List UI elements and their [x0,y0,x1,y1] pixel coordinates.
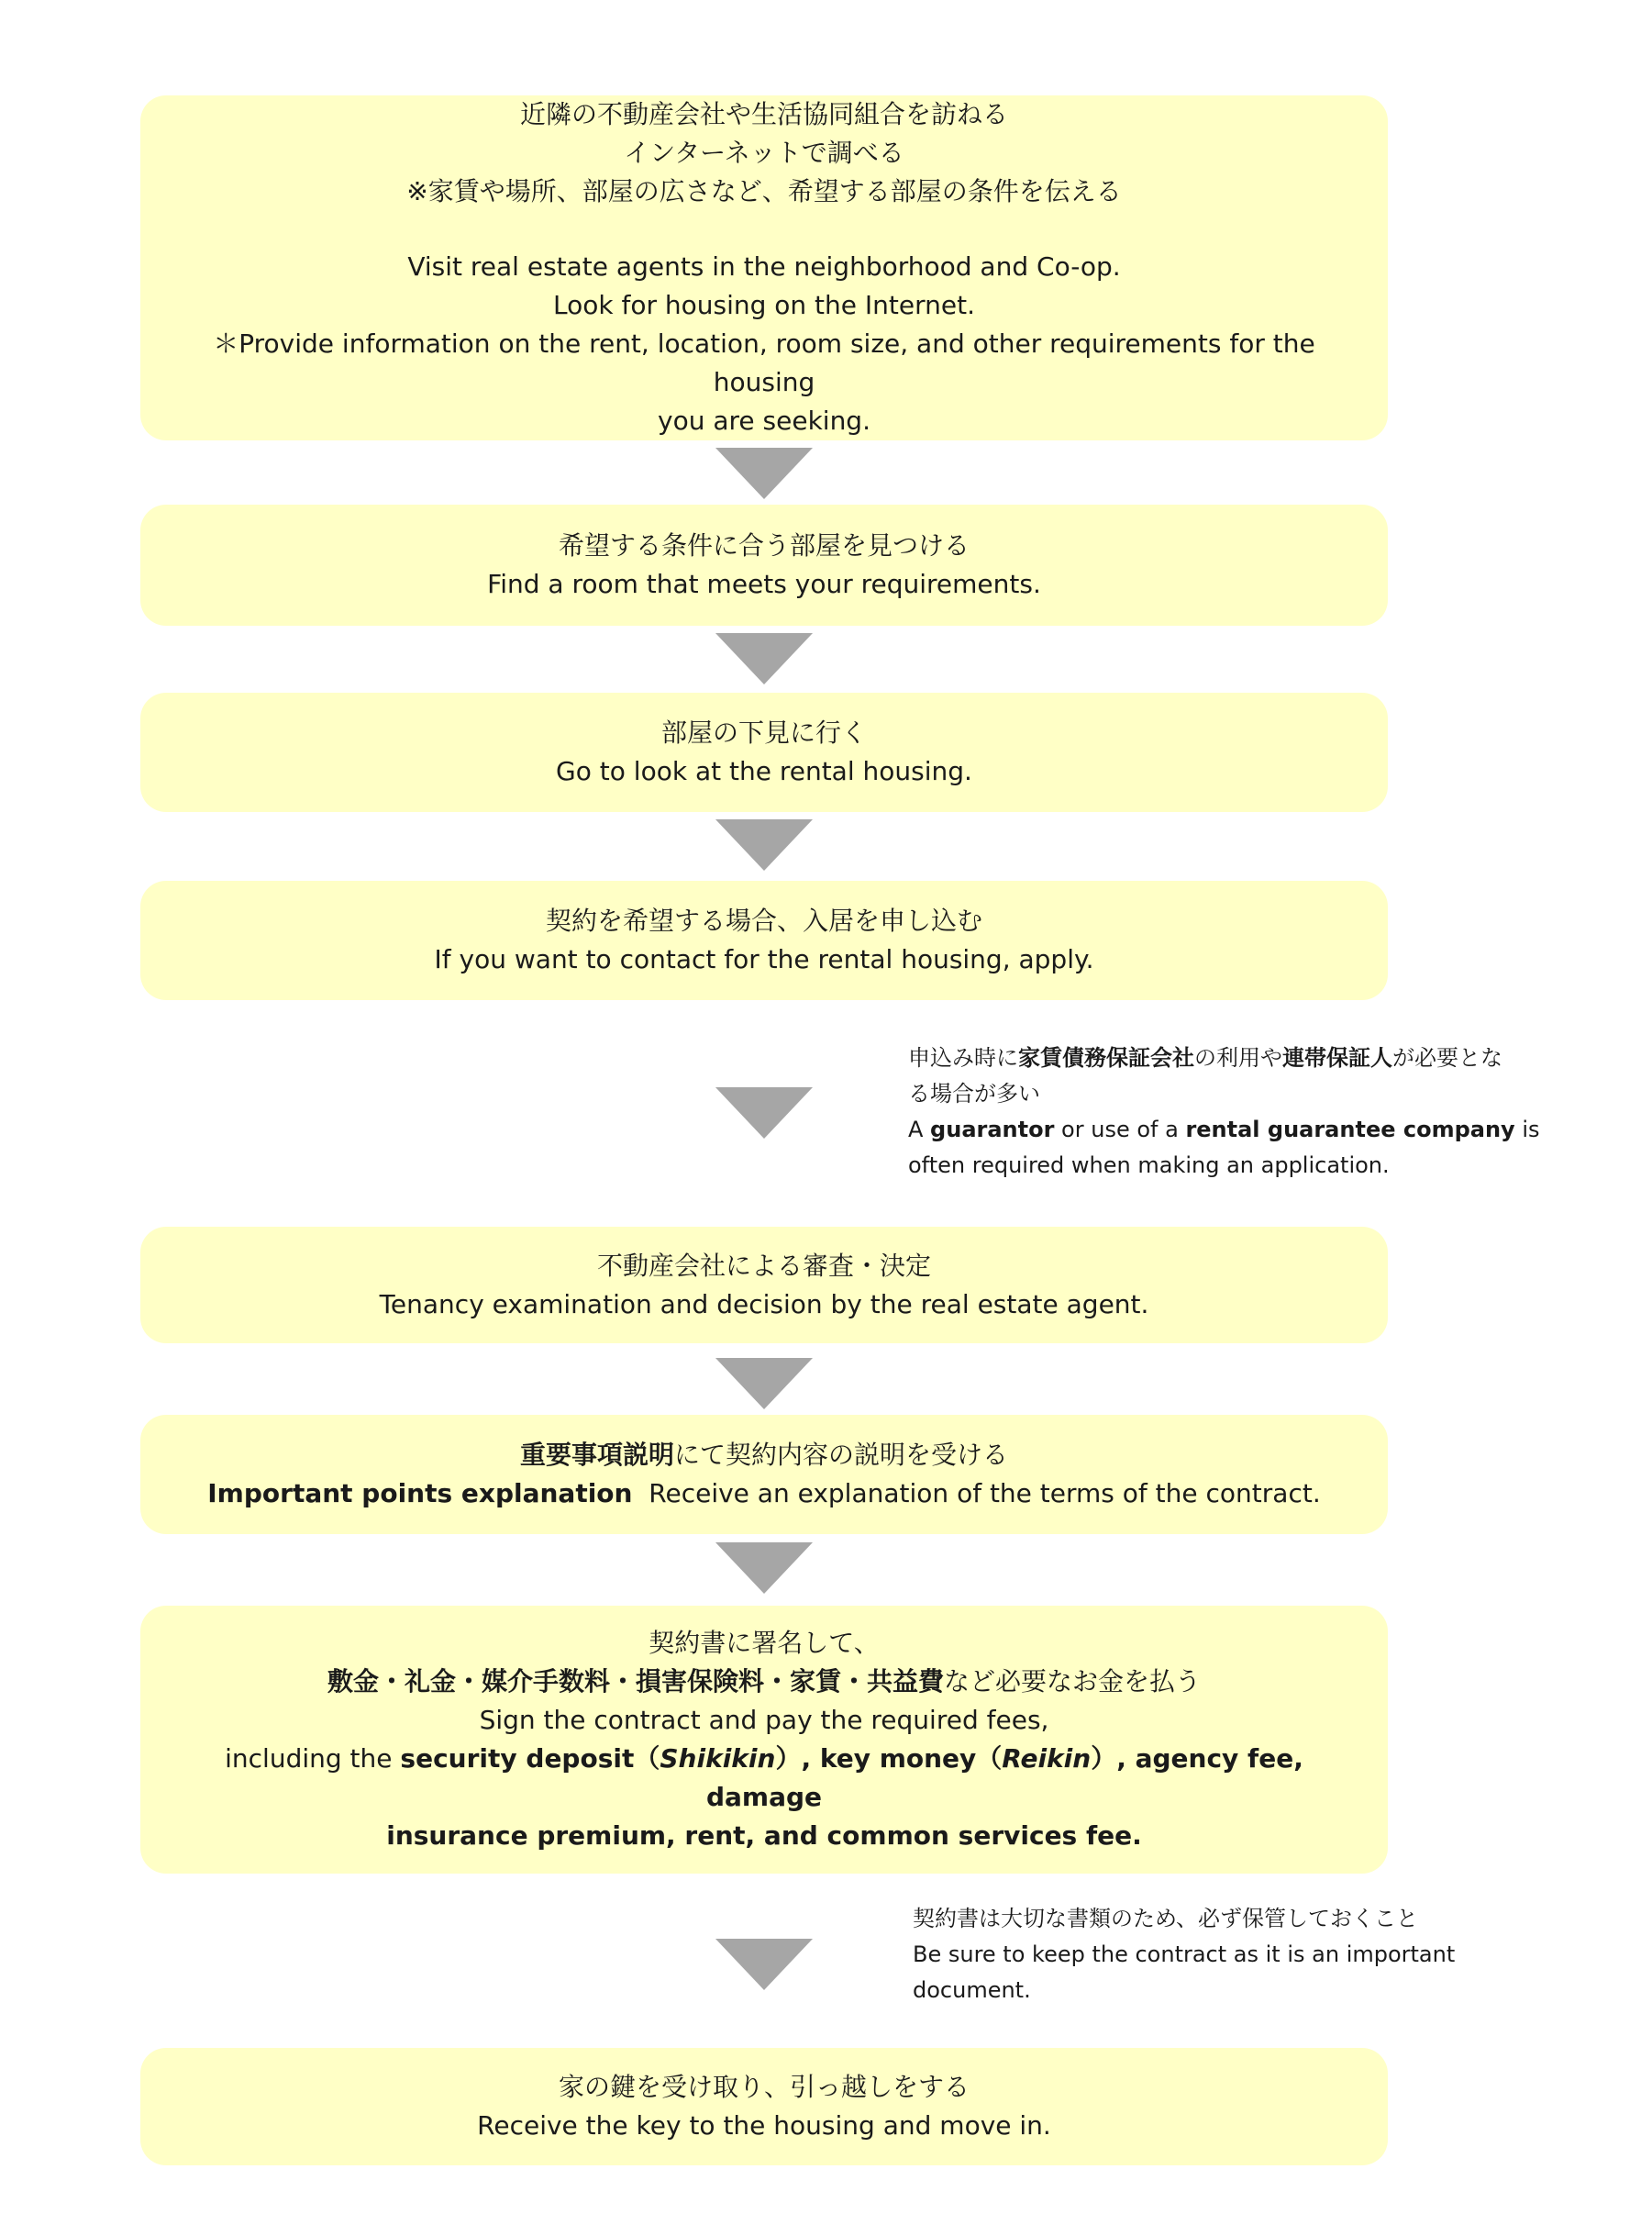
step-1-line-3: ※家賃や場所、部屋の広さなど、希望する部屋の条件を伝える [406,176,1122,206]
step-4-line-2: If you want to contact for the rental housing, apply. [434,944,1094,974]
step-3-viewing-box [140,693,1388,812]
step-1-line-5: Look for housing on the Internet. [552,290,975,320]
step-7-line-5: insurance premium, rent, and common services fee. [386,1820,1142,1851]
step-5-line-1: 不動産会社による審査・決定 [596,1250,931,1281]
down-arrow-1 [715,448,813,499]
step-8-move-in-box [140,2048,1388,2165]
guarantor-note-jp-line-2: る場合が多い [908,1081,1040,1107]
step-2-line-2: Find a room that meets your requirements. [487,569,1041,599]
step-5-examination-box [140,1227,1388,1343]
step-7-line-1: 契約書に署名して、 [649,1628,880,1658]
step-1-line-1: 近隣の不動産会社や生活協同組合を訪ねる [519,99,1008,129]
step-3-line-2: Go to look at the rental housing. [556,756,972,786]
contract-keep-note [913,1901,1555,2008]
down-arrow-4 [715,1087,813,1139]
guarantor-note-jp-line-1: 申込み時に家賃債務保証会社の利用や連帯保証人が必要とな [908,1045,1502,1071]
step-7-line-3: Sign the contract and pay the required fees, [479,1705,1049,1735]
step-1-line-6: ＊Provide information on the rent, location, room size, and other requirements for the housing [213,328,1315,397]
step-4-line-1: 契約を希望する場合、入居を申し込む [545,906,982,936]
step-7-contract-payment-box [140,1606,1388,1874]
step-4-apply-box [140,881,1388,1000]
step-1-search-box [140,95,1388,440]
step-6-line-2: Important points explanation Receive an explanation of the terms of the contract. [207,1478,1321,1508]
step-3-line-1: 部屋の下見に行く [660,718,867,748]
contract-note-line-1: 契約書は大切な書類のため、必ず保管しておくこと [913,1906,1419,1931]
down-arrow-2 [715,633,813,684]
step-7-line-2: 敷金・礼金・媒介手数料・損害保険料・家賃・共益費など必要なお金を払う [327,1666,1202,1696]
step-6-explanation-box [140,1415,1388,1534]
down-arrow-6 [715,1542,813,1594]
step-6-line-1: 重要事項説明にて契約内容の説明を受ける [519,1440,1009,1470]
guarantor-note-en-line-2: often required when making an application. [908,1152,1390,1178]
guarantor-note-en-line-1: A guarantor or use of a rental guarantee company is [908,1117,1540,1142]
step-7-line-4: including the security deposit（Shikikin）, key money（Reikin）, agency fee, damage [225,1743,1303,1812]
step-1-line-7: you are seeking. [658,406,870,436]
down-arrow-3 [715,819,813,871]
step-1-line-4: Visit real estate agents in the neighborhood and Co-op. [407,251,1121,282]
down-arrow-7 [715,1939,813,1990]
step-2-find-room-box [140,505,1388,626]
down-arrow-5 [715,1358,813,1409]
guarantor-note [908,1040,1569,1184]
contract-note-line-2: Be sure to keep the contract as it is an important [913,1941,1456,1967]
step-8-line-2: Receive the key to the housing and move in. [477,2110,1051,2141]
step-2-line-1: 希望する条件に合う部屋を見つける [558,530,970,561]
contract-note-line-3: document. [913,1977,1031,2003]
step-8-line-1: 家の鍵を受け取り、引っ越しをする [558,2072,970,2102]
step-1-line-2: インターネットで調べる [624,138,904,168]
step-5-line-2: Tenancy examination and decision by the real estate agent. [379,1288,1149,1319]
